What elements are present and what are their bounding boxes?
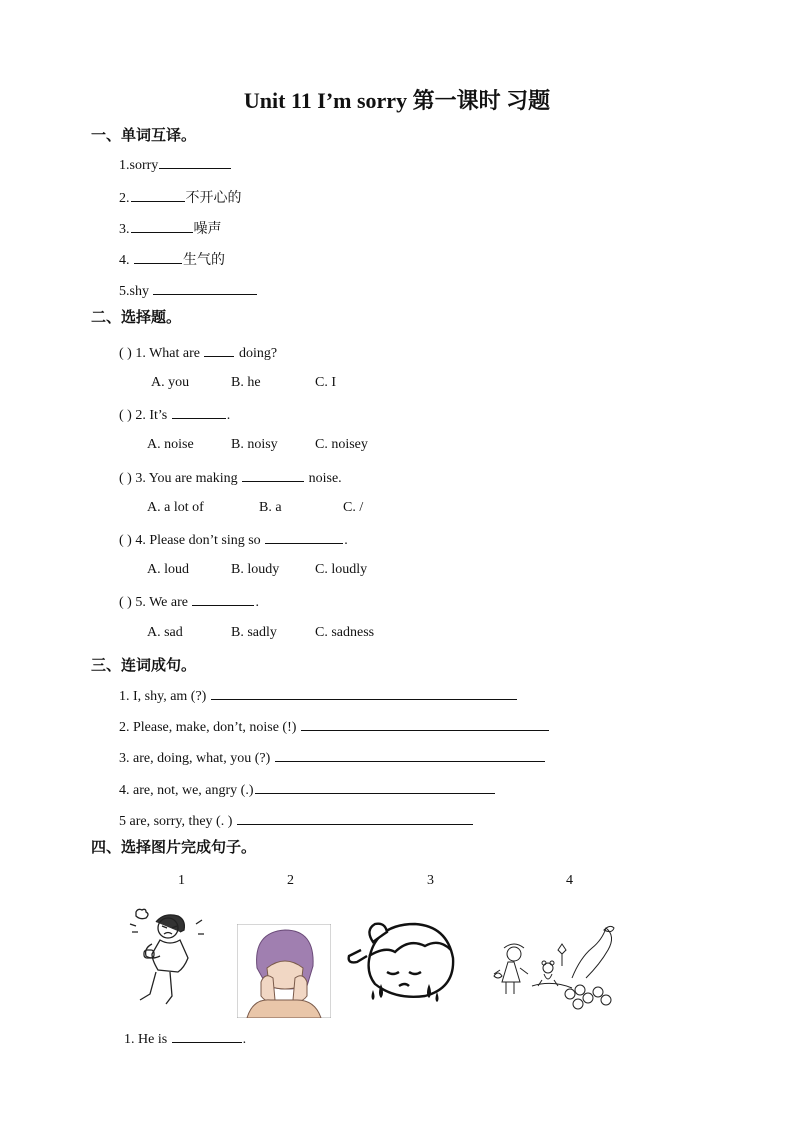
answer-line[interactable] — [275, 749, 545, 762]
question-stem: ( ) 4. Please don’t sing so — [119, 533, 261, 548]
section-4-heading: 四、选择图片完成句子。 — [91, 838, 257, 856]
s2-options-5 — [147, 625, 374, 641]
answer-blank[interactable] — [159, 156, 231, 169]
s2-question-1 — [119, 344, 277, 362]
s1-item-5-text: 5.shy — [119, 284, 153, 299]
crying-girl-picture[interactable] — [347, 916, 457, 1012]
s2-options-3 — [147, 500, 363, 516]
option-a[interactable]: A. sad — [147, 625, 183, 640]
s4-sentence-1 — [124, 1030, 246, 1048]
s3-item-2 — [119, 718, 550, 736]
s2-options-2 — [147, 437, 368, 453]
answer-line[interactable] — [301, 718, 549, 731]
answer-blank[interactable] — [242, 469, 304, 482]
s1-item-1-text: 1.sorry — [119, 158, 159, 173]
question-stem-end: doing? — [238, 346, 278, 361]
s4-sentence-text: 1. He is — [124, 1032, 168, 1047]
s4-sentence-end: . — [242, 1032, 247, 1047]
answer-blank[interactable] — [134, 251, 182, 264]
option-b[interactable]: B. a — [259, 500, 282, 515]
s1-item-3 — [119, 218, 222, 238]
s3-item-3 — [119, 749, 546, 767]
answer-blank[interactable] — [172, 406, 226, 419]
answer-blank[interactable] — [265, 531, 343, 544]
s1-item-2-num: 2. — [119, 191, 130, 206]
s1-item-2-text: 不开心的 — [185, 191, 242, 206]
option-b[interactable]: B. loudy — [231, 562, 280, 577]
picture-number-4: 4 — [566, 873, 573, 888]
question-stem-end: . — [344, 533, 348, 548]
s3-item-text: 2. Please, make, don’t, noise (!) — [119, 720, 297, 735]
s2-options-4 — [147, 562, 367, 578]
option-a[interactable]: A. a lot of — [147, 500, 204, 515]
sad-girl-picture[interactable] — [237, 924, 331, 1018]
s2-question-4 — [119, 531, 348, 549]
answer-blank[interactable] — [131, 220, 193, 233]
section-3-heading: 三、连词成句。 — [91, 656, 197, 674]
girl-with-flowers-picture[interactable] — [492, 920, 620, 1014]
picture-number-2: 2 — [287, 873, 294, 888]
picture-number-1: 1 — [178, 873, 185, 888]
option-c[interactable]: C. loudly — [315, 562, 368, 577]
option-a[interactable]: A. loud — [147, 562, 189, 577]
s3-item-5 — [119, 812, 474, 830]
option-c[interactable]: C. I — [315, 375, 336, 390]
s3-item-text: 1. I, shy, am (?) — [119, 689, 207, 704]
option-b[interactable]: B. he — [231, 375, 261, 390]
s1-item-4-text: 生气的 — [183, 253, 225, 268]
option-b[interactable]: B. noisy — [231, 437, 278, 452]
s1-item-4 — [119, 249, 225, 269]
question-stem: ( ) 1. What are — [119, 346, 200, 361]
s1-item-1 — [119, 156, 232, 174]
s1-item-3-num: 3. — [119, 222, 130, 237]
option-a[interactable]: A. you — [151, 375, 190, 390]
s3-item-text: 5 are, sorry, they (. ) — [119, 814, 233, 829]
s1-item-5 — [119, 282, 258, 300]
question-stem-end: . — [255, 595, 259, 610]
section-2-heading: 二、选择题。 — [91, 308, 182, 326]
answer-blank[interactable] — [192, 593, 254, 606]
s3-item-text: 4. are, not, we, angry (.) — [119, 783, 254, 798]
question-stem-end: noise. — [305, 471, 342, 486]
s3-item-text: 3. are, doing, what, you (?) — [119, 751, 271, 766]
answer-line[interactable] — [255, 781, 495, 794]
s1-item-3-text: 噪声 — [193, 222, 222, 237]
s3-item-4 — [119, 781, 496, 799]
answer-line[interactable] — [211, 687, 517, 700]
s1-item-2 — [119, 187, 242, 207]
section-1-heading: 一、单词互译。 — [91, 126, 197, 144]
page-title: Unit 11 I’m sorry 第一课时 习题 — [243, 88, 551, 113]
question-stem-end: . — [226, 408, 231, 423]
option-c[interactable]: C. sadness — [315, 625, 375, 640]
answer-line[interactable] — [237, 812, 473, 825]
question-stem: ( ) 5. We are — [119, 595, 188, 610]
s2-question-2 — [119, 406, 230, 424]
question-stem: ( ) 3. You are making — [119, 471, 242, 486]
s3-item-1 — [119, 687, 518, 705]
answer-blank[interactable] — [131, 189, 185, 202]
s2-question-3 — [119, 469, 342, 487]
answer-blank[interactable] — [204, 344, 234, 357]
s2-options-1 — [151, 375, 336, 391]
s1-item-4-num: 4. — [119, 253, 133, 268]
option-a[interactable]: A. noise — [147, 437, 194, 452]
picture-number-3: 3 — [427, 873, 434, 888]
option-b[interactable]: B. sadly — [231, 625, 277, 640]
answer-blank[interactable] — [153, 282, 257, 295]
angry-man-picture[interactable] — [126, 904, 214, 1010]
question-stem: ( ) 2. It’s — [119, 408, 168, 423]
answer-blank[interactable] — [172, 1030, 242, 1043]
option-c[interactable]: C. noisey — [315, 437, 368, 452]
s2-question-5 — [119, 593, 259, 611]
option-c[interactable]: C. / — [343, 500, 364, 515]
